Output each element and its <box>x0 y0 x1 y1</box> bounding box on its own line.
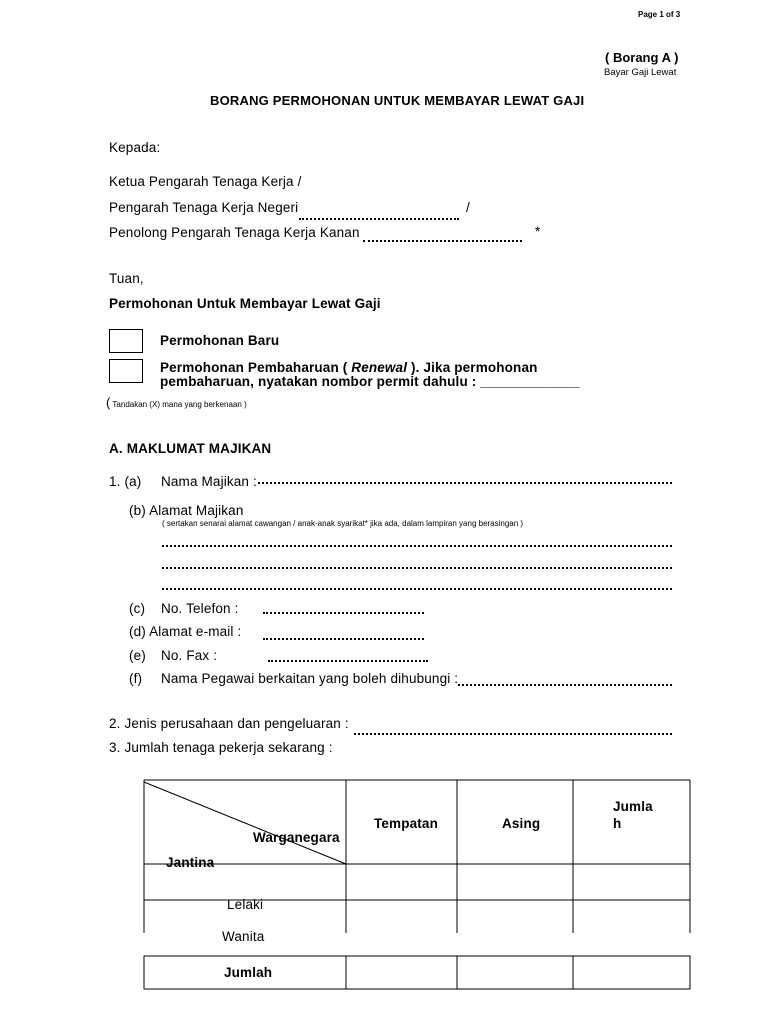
phone-label: No. Telefon : <box>161 601 239 616</box>
cell-total-asing[interactable] <box>458 957 573 989</box>
employer-address-label: (b) Alamat Majikan <box>129 503 244 518</box>
table-diag-warganegara: Warganegara <box>253 830 340 845</box>
cell-lelaki-tempatan[interactable] <box>347 865 457 900</box>
addressee-line-1: Ketua Pengarah Tenaga Kerja / <box>109 174 302 189</box>
q1-number: 1. (a) <box>109 474 142 489</box>
new-application-label: Permohonan Baru <box>160 333 280 348</box>
renewal-label-italic: Renewal <box>351 360 408 375</box>
note-text: Tandakan (X) mana yang berkenaan ) <box>110 400 247 409</box>
subject-heading: Permohonan Untuk Membayar Lewat Gaji <box>109 296 381 311</box>
cell-wanita-asing[interactable] <box>458 901 573 933</box>
note-paren: ( <box>106 395 111 410</box>
table-row-wanita: Wanita <box>222 929 265 944</box>
renewal-label-prefix: Permohonan Pembaharuan ( <box>160 360 352 375</box>
addressee-line-3: Penolong Pengarah Tenaga Kerja Kanan <box>109 225 360 240</box>
table-col-jumlah-2: h <box>613 816 622 831</box>
table-row-jumlah: Jumlah <box>224 965 273 980</box>
addressee-line-3-suffix: * <box>535 224 541 239</box>
workforce-label: 3. Jumlah tenaga pekerja sekarang : <box>109 740 333 755</box>
table-diag-jantina: Jantina <box>166 855 215 870</box>
cell-total-jumlah[interactable] <box>574 957 690 989</box>
cell-total-tempatan[interactable] <box>347 957 457 989</box>
greeting: Tuan, <box>109 271 144 286</box>
cell-lelaki-jumlah[interactable] <box>574 865 690 900</box>
addressee-line-2-suffix: / <box>466 200 470 215</box>
table-row-lelaki: Lelaki <box>227 897 264 912</box>
addressee-line-2: Pengarah Tenaga Kerja Negeri <box>109 200 299 215</box>
phone-item-label: (c) <box>129 601 146 616</box>
contact-officer-label: Nama Pegawai berkaitan yang boleh dihubungi : <box>161 671 459 686</box>
cell-wanita-jumlah[interactable] <box>574 901 690 933</box>
page-number: Page 1 of 3 <box>638 10 681 19</box>
employer-name-label: Nama Majikan : <box>161 474 257 489</box>
section-a-heading: A. MAKLUMAT MAJIKAN <box>109 441 272 456</box>
cell-wanita-tempatan[interactable] <box>347 901 457 933</box>
renewal-label-line-2: pembaharuan, nyatakan nombor permit dahulu : _____________ <box>160 374 580 389</box>
form-label: ( Borang A ) <box>605 50 679 65</box>
business-type-label: 2. Jenis perusahaan dan pengeluaran : <box>109 716 349 731</box>
email-label: (d) Alamat e-mail : <box>129 624 242 639</box>
form-subtitle: Bayar Gaji Lewat <box>604 67 677 78</box>
fax-label: No. Fax : <box>161 648 218 663</box>
page-title: BORANG PERMOHONAN UNTUK MEMBAYAR LEWAT GAJI <box>210 93 585 108</box>
kepada-label: Kepada: <box>109 140 161 155</box>
contact-item-label: (f) <box>129 671 143 686</box>
table-col-tempatan: Tempatan <box>374 816 438 831</box>
renewal-label-suffix: ). Jika permohonan <box>407 360 538 375</box>
table-col-jumlah-1: Jumla <box>613 799 653 814</box>
cell-lelaki-asing[interactable] <box>458 865 573 900</box>
employer-address-note: ( sertakan senarai alamat cawangan / anak-anak syarikat* jika ada, dalam lampiran yang berasingan ) <box>162 519 524 528</box>
fax-item-label: (e) <box>129 648 146 663</box>
table-col-asing: Asing <box>502 816 541 831</box>
